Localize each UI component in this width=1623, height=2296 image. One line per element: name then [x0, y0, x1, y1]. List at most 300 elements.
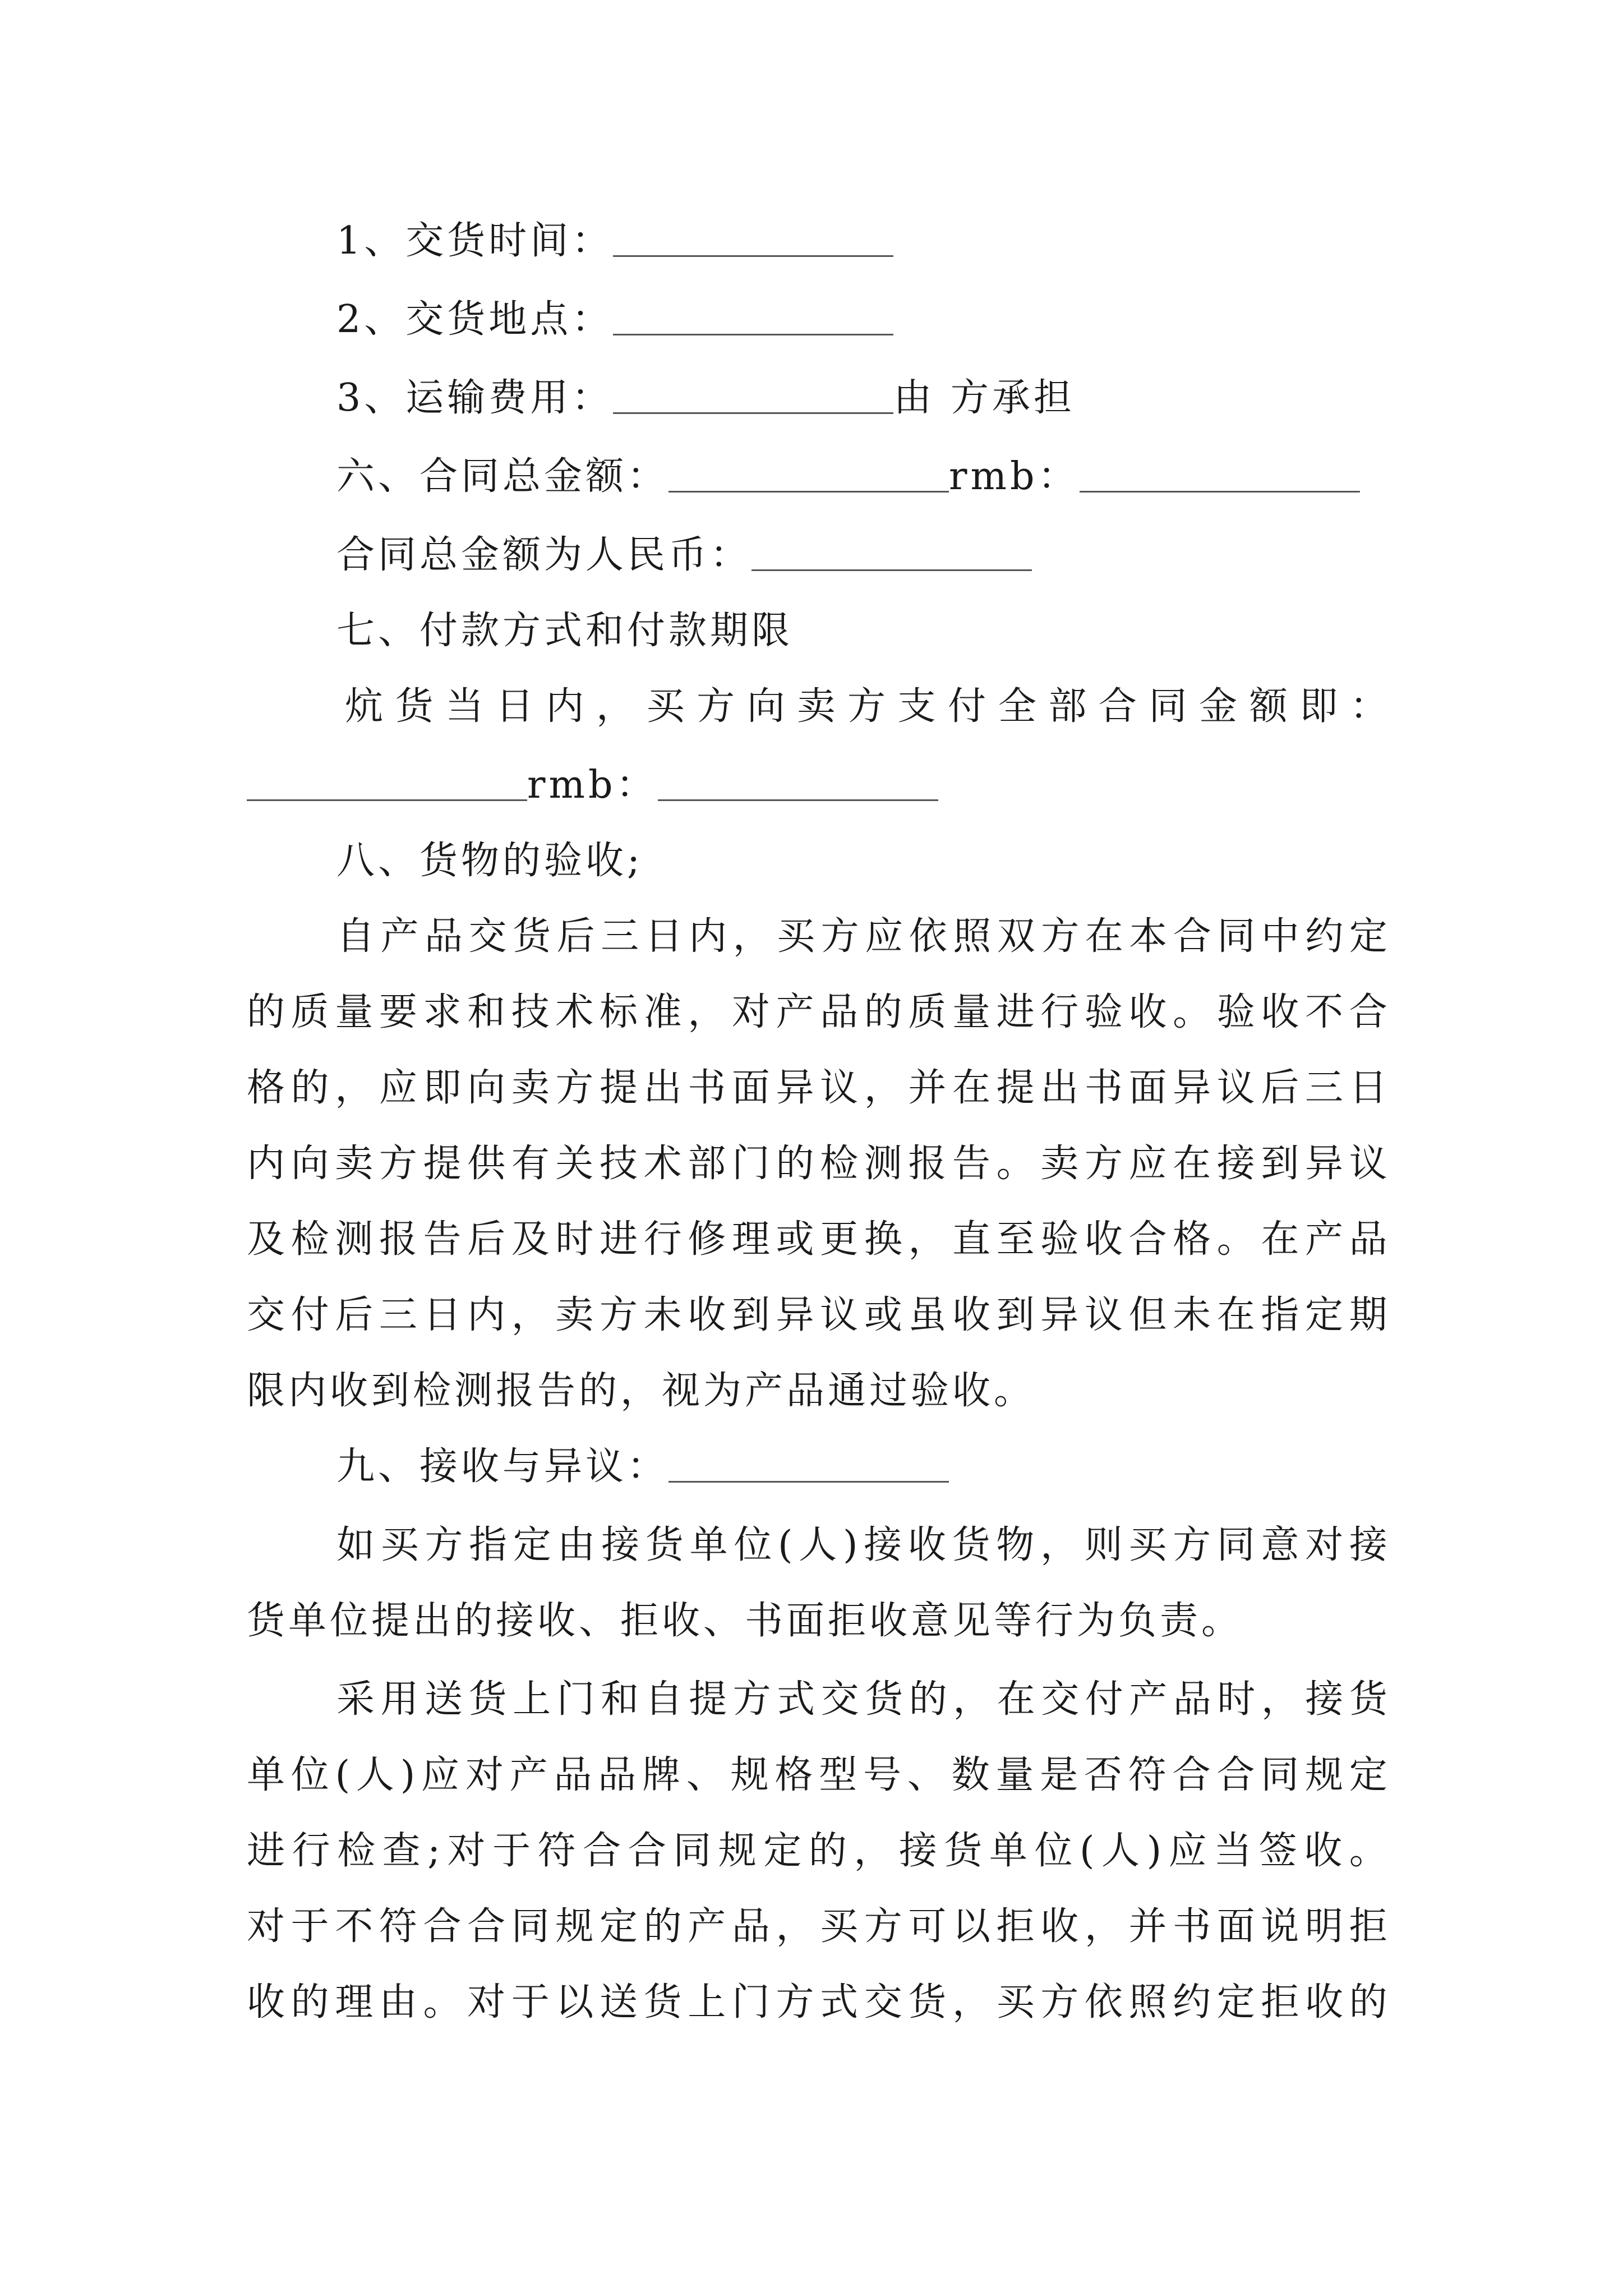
text-char: 同 [673, 1829, 712, 1873]
text-char: 的 [643, 1904, 682, 1949]
text-char: 议 [820, 1293, 859, 1337]
text-char: 检 [291, 1217, 329, 1262]
rmb-cn-label: 合同总金额为人民币： [336, 533, 752, 577]
text-char: 收 [952, 1293, 991, 1337]
text-char: 如 [336, 1523, 375, 1567]
text-char: 买 [820, 1904, 859, 1949]
text-char: ， [1084, 1904, 1123, 1949]
text-char: ) [842, 1523, 858, 1567]
text-char: 收 [1040, 1904, 1079, 1949]
text-char: 全 [998, 684, 1036, 729]
text-char: 提 [996, 1066, 1035, 1110]
total-amount-blank [668, 452, 949, 493]
text-char: 的 [808, 1829, 847, 1873]
text-char: 技 [511, 990, 550, 1034]
text-char: ， [1040, 1523, 1078, 1567]
delivery-place-label: 2、交货地点： [336, 297, 614, 342]
text-char: 以 [555, 1980, 594, 2024]
text-char: 收 [1084, 1217, 1123, 1262]
text-char: ( [778, 1523, 793, 1567]
text-char: 三 [1305, 1066, 1344, 1110]
text-char: 异 [776, 1293, 814, 1337]
text-char: 查 [382, 1829, 421, 1873]
text-char: 或 [776, 1217, 814, 1262]
text-char: 当 [1214, 1829, 1252, 1873]
text-char: 交 [864, 1980, 902, 2024]
text-char: 议 [1216, 1066, 1255, 1110]
text-char: 面 [1128, 1066, 1167, 1110]
text-char: 货 [468, 1677, 507, 1722]
text-char: 买 [380, 1523, 419, 1567]
text-char: 后 [335, 1293, 374, 1337]
text-char: 向 [291, 1142, 329, 1186]
text-char: ： [1349, 684, 1388, 729]
text-char: 并 [908, 1066, 947, 1110]
text-char: 送 [600, 1980, 638, 2024]
text-char: 换 [864, 1217, 902, 1262]
text-char: 日 [423, 1293, 462, 1337]
text-char: 同 [1217, 914, 1256, 959]
text-char: ， [335, 1066, 374, 1110]
text-char: 报 [908, 1142, 947, 1186]
text-char: 验 [1084, 990, 1123, 1034]
text-char: 准 [643, 990, 682, 1034]
text-char: 双 [997, 914, 1035, 959]
text-char: 行 [292, 1829, 330, 1873]
text-char: 规 [718, 1829, 757, 1873]
section-8-line-2 [247, 987, 1387, 1038]
total-amount-row [336, 452, 1387, 502]
text-char: 位 [1034, 1829, 1073, 1873]
text-char: 日 [495, 684, 534, 729]
text-char: ( [335, 1753, 351, 1797]
text-char: 人 [1101, 1829, 1140, 1873]
text-char: 。 [1173, 990, 1211, 1034]
text-char: 合 [1173, 914, 1211, 959]
text-char: 付 [291, 1293, 329, 1337]
text-char: 人 [799, 1523, 837, 1567]
text-char: 供 [467, 1142, 506, 1186]
section-9-p2-line-3 [247, 1826, 1387, 1876]
payment-rmb-label: rmb： [527, 763, 658, 807]
text-char: 规 [555, 1904, 594, 1949]
text-char: 异 [1173, 1066, 1211, 1110]
text-char: 产 [1305, 1217, 1344, 1262]
text-char: 收 [1305, 1980, 1344, 2024]
text-char: 量 [335, 990, 374, 1034]
text-char: 术 [555, 990, 594, 1034]
text-char: 数 [951, 1753, 990, 1797]
text-char: 即 [423, 1066, 462, 1110]
text-char: 符 [537, 1829, 576, 1873]
text-char: 品 [1173, 1677, 1211, 1722]
text-char: 金 [1199, 684, 1238, 729]
text-char: 方 [864, 1904, 902, 1949]
text-char: 应 [421, 1753, 460, 1797]
text-char: 提 [600, 1066, 638, 1110]
text-char: 物 [996, 1523, 1035, 1567]
text-char: 卖 [1040, 1142, 1079, 1186]
text-char: 的 [909, 1677, 947, 1722]
text-char: 定 [600, 1904, 638, 1949]
text-char: 额 [1249, 684, 1288, 729]
text-char: 更 [820, 1217, 859, 1262]
text-char: 交 [247, 1293, 285, 1337]
text-char: 测 [864, 1142, 902, 1186]
total-amount-label: 六、合同总金额： [336, 454, 669, 499]
text-char: 上 [688, 1980, 726, 2024]
text-char: 品 [598, 1753, 637, 1797]
text-char: 拒 [996, 1904, 1035, 1949]
text-char: ， [908, 1217, 947, 1262]
text-char: 内 [689, 914, 727, 959]
text-char: 签 [1258, 1829, 1297, 1873]
text-char: 面 [1216, 1904, 1255, 1949]
text-char: ， [596, 684, 634, 729]
text-char: 收 [907, 1523, 946, 1567]
text-char: 至 [996, 1217, 1035, 1262]
text-char: ， [953, 1677, 992, 1722]
text-char: ， [511, 1293, 550, 1337]
text-char: 交 [820, 1677, 859, 1722]
text-char: 术 [643, 1142, 682, 1186]
text-char: 修 [688, 1217, 726, 1262]
payment-amount-blank [247, 760, 527, 801]
text-char: 。 [1349, 1829, 1387, 1873]
text-char: 理 [335, 1980, 374, 2024]
text-char: 买 [646, 684, 685, 729]
text-char: 送 [425, 1677, 463, 1722]
text-char: 品 [554, 1753, 592, 1797]
text-char: 方 [732, 1677, 771, 1722]
text-char: ， [952, 1980, 991, 2024]
text-char: 规 [730, 1753, 769, 1797]
text-char: 后 [556, 914, 595, 959]
section-9-blank [668, 1442, 949, 1483]
text-char: 未 [643, 1293, 682, 1337]
text-char: 定 [1349, 1753, 1387, 1797]
text-char: 约 [1305, 914, 1344, 959]
text-char: 质 [908, 990, 947, 1034]
text-char: 货 [1349, 1677, 1387, 1722]
text-char: 收 [1128, 990, 1167, 1034]
text-char: 货 [865, 1677, 903, 1722]
text-char: 在 [952, 1066, 991, 1110]
text-char: 合 [1128, 1217, 1167, 1262]
text-char: 的 [247, 990, 285, 1034]
text-char: 对 [1305, 1523, 1344, 1567]
text-char: 日 [644, 914, 683, 959]
text-char: 货 [908, 1980, 947, 2024]
text-char: 是 [1040, 1753, 1078, 1797]
text-char: 定 [1305, 1293, 1344, 1337]
text-char: 对 [467, 1980, 506, 2024]
text-char: 方 [776, 1980, 814, 2024]
text-char: 的 [291, 1980, 329, 2024]
text-char: 议 [820, 1066, 859, 1110]
text-char: 拒 [1349, 1904, 1387, 1949]
text-char: 书 [1084, 1066, 1123, 1110]
text-char: 方 [697, 684, 735, 729]
text-char: 验 [1040, 1217, 1079, 1262]
text-char: 货 [395, 684, 434, 729]
text-char: 并 [1128, 1904, 1167, 1949]
text-char: 接 [1349, 1523, 1387, 1567]
text-char: 交 [1041, 1677, 1080, 1722]
section-9-p1-line-1 [336, 1520, 1387, 1571]
text-char: 技 [600, 1142, 638, 1186]
text-char: 明 [1305, 1904, 1344, 1949]
section-9-p2-line-4 [247, 1902, 1387, 1952]
text-char: 同 [1216, 1523, 1255, 1567]
text-char: 方 [1040, 1980, 1079, 2024]
text-char: 接 [1216, 1142, 1255, 1186]
text-char: 量 [952, 990, 991, 1034]
text-char: 行 [643, 1217, 682, 1262]
text-char: 由 [557, 1523, 596, 1567]
delivery-place-row [336, 295, 1387, 345]
text-char: 收 [1261, 990, 1299, 1034]
text-char: 虽 [908, 1293, 947, 1337]
text-char: 和 [601, 1677, 639, 1722]
text-char: 上 [513, 1677, 551, 1722]
text-char: 对 [465, 1753, 504, 1797]
delivery-time-label: 1、交货时间： [336, 219, 614, 263]
text-char: 式 [777, 1677, 815, 1722]
text-char: 符 [1128, 1753, 1166, 1797]
text-char: 到 [996, 1293, 1035, 1337]
text-char: 测 [335, 1217, 374, 1262]
text-char: 合 [423, 1904, 462, 1949]
text-char: 日 [1349, 1066, 1387, 1110]
text-char: 说 [1261, 1904, 1299, 1949]
text-char: ， [1261, 1677, 1299, 1722]
text-char: 采 [336, 1677, 375, 1722]
text-char: 卖 [511, 1066, 550, 1110]
text-char: 方 [820, 914, 859, 959]
text-char: 指 [469, 1523, 508, 1567]
text-char: 出 [1040, 1066, 1079, 1110]
delivery-place-blank [613, 295, 893, 335]
text-char: 于 [291, 1904, 329, 1949]
text-char: 门 [731, 1980, 770, 2024]
section-9-p1-line-2: 货单位提出的接收、拒收、书面拒收意见等行为负责。 [247, 1599, 1243, 1643]
text-char: 期 [1349, 1293, 1387, 1337]
text-char: 由 [379, 1980, 417, 2024]
text-char: 接 [1305, 1677, 1344, 1722]
text-char: 格 [774, 1753, 813, 1797]
text-char: 接 [898, 1829, 937, 1873]
text-char: 同 [511, 1904, 550, 1949]
text-char: ) [400, 1753, 416, 1797]
text-char: 炕 [345, 684, 384, 729]
text-char: 对 [247, 1904, 285, 1949]
text-char: 的 [1349, 1980, 1387, 2024]
text-char: 品 [820, 990, 859, 1034]
text-char: 议 [1084, 1293, 1123, 1337]
text-char: 式 [820, 1980, 859, 2024]
text-char: 接 [864, 1523, 902, 1567]
text-char: 产 [776, 990, 814, 1034]
text-char: 同 [1261, 1753, 1299, 1797]
text-char: 合 [1349, 990, 1387, 1034]
text-char: 在 [1216, 1293, 1255, 1337]
text-char: 位 [734, 1523, 772, 1567]
text-char: 号 [863, 1753, 901, 1797]
text-char: 卖 [555, 1293, 594, 1337]
text-char: 理 [731, 1217, 770, 1262]
text-char: 检 [820, 1142, 859, 1186]
text-char: 货 [944, 1829, 983, 1873]
text-char: 合 [1098, 684, 1137, 729]
text-char: 。 [423, 1980, 462, 2024]
text-char: 和 [467, 990, 506, 1034]
text-char: 于 [511, 1980, 550, 2024]
text-char: 中 [1261, 914, 1299, 959]
text-char: 牌 [642, 1753, 681, 1797]
text-char: 方 [555, 1066, 594, 1110]
text-char: 向 [746, 684, 785, 729]
text-char: 货 [645, 1523, 684, 1567]
text-char: 行 [1040, 990, 1079, 1034]
text-char: 定 [763, 1829, 802, 1873]
text-char: 货 [952, 1523, 990, 1567]
text-char: 收 [247, 1980, 285, 2024]
text-char: 提 [689, 1677, 727, 1722]
text-char: 进 [996, 990, 1035, 1034]
section-8-line-4 [247, 1139, 1387, 1189]
text-char: 照 [953, 914, 992, 959]
text-char: 收 [688, 1293, 726, 1337]
text-char: 在 [1173, 1142, 1211, 1186]
freight-row [336, 373, 1387, 424]
text-char: 部 [1048, 684, 1087, 729]
text-char: 方 [600, 1293, 638, 1337]
text-char: 应 [1168, 1829, 1207, 1873]
text-char: 告 [952, 1142, 991, 1186]
text-char: 要 [379, 990, 417, 1034]
text-char: 、 [686, 1753, 725, 1797]
text-char: 部 [688, 1142, 726, 1186]
text-char: 不 [1305, 990, 1344, 1034]
text-char: 货 [513, 914, 551, 959]
section-8-line-5 [247, 1214, 1387, 1265]
text-char: 标 [600, 990, 638, 1034]
text-char: 书 [1173, 1904, 1211, 1949]
rmb-blank [1080, 452, 1360, 493]
payment-rmb-blank [658, 760, 938, 801]
text-char: 定 [1349, 914, 1387, 959]
text-char: 指 [1261, 1293, 1299, 1337]
text-char: 约 [1173, 1980, 1211, 2024]
text-char: 不 [335, 1904, 374, 1949]
text-char: 告 [423, 1217, 462, 1262]
section-7-line-1 [345, 682, 1388, 732]
text-char: 以 [952, 1904, 991, 1949]
text-char: 有 [511, 1142, 550, 1186]
section-7-rmb-row [247, 760, 1387, 811]
text-char: 。 [996, 1142, 1035, 1186]
text-char: 质 [291, 990, 329, 1034]
text-char: 报 [379, 1217, 417, 1262]
text-char: 后 [467, 1217, 506, 1262]
section-9-title: 九、接收与异议： [336, 1444, 669, 1489]
text-char: 应 [1128, 1142, 1167, 1186]
text-char: 买 [996, 1980, 1035, 2024]
text-char: 否 [1083, 1753, 1122, 1797]
text-char: 符 [379, 1904, 417, 1949]
section-8-line-6 [247, 1290, 1387, 1341]
section-9-title-row [336, 1442, 1387, 1492]
text-char: 依 [1084, 1980, 1123, 2024]
text-char: 门 [556, 1677, 595, 1722]
text-char: 对 [731, 990, 770, 1034]
text-char: 及 [511, 1217, 550, 1262]
text-char: 方 [1173, 1523, 1211, 1567]
text-char: 方 [1084, 1142, 1123, 1186]
text-char: 但 [1128, 1293, 1167, 1337]
text-char: 产 [688, 1904, 726, 1949]
text-char: 即 [1299, 684, 1338, 729]
text-char: ) [1146, 1829, 1162, 1873]
text-char: 在 [997, 1677, 1035, 1722]
rmb-cn-row [336, 530, 1387, 581]
text-char: 买 [1128, 1523, 1167, 1567]
text-char: 可 [908, 1904, 947, 1949]
text-char: 于 [492, 1829, 531, 1873]
text-char: 规 [1304, 1753, 1343, 1797]
text-char: 或 [864, 1293, 902, 1337]
text-char: 本 [1129, 914, 1168, 959]
text-char: 。 [1216, 1217, 1255, 1262]
text-char: 收 [1304, 1829, 1343, 1873]
text-char: 付 [1085, 1677, 1123, 1722]
text-char: 位 [291, 1753, 329, 1797]
text-char: 人 [356, 1753, 394, 1797]
text-char: 的 [776, 1142, 814, 1186]
text-char: 自 [336, 914, 375, 959]
text-char: 进 [600, 1217, 638, 1262]
section-8-line-7: 限内收到检测报告的，视为产品通过验收。 [247, 1369, 1036, 1413]
freight-suffix: 由 方承担 [893, 376, 1075, 420]
text-char: ( [1080, 1829, 1095, 1873]
text-char: 拒 [1261, 1980, 1299, 2024]
text-char: 用 [380, 1677, 419, 1722]
text-char: 买 [777, 914, 815, 959]
text-char: 内 [546, 684, 584, 729]
text-char: 定 [513, 1523, 551, 1567]
text-char: 门 [731, 1142, 770, 1186]
text-char: 合 [467, 1904, 506, 1949]
text-char: 产 [509, 1753, 548, 1797]
text-char: 在 [1261, 1217, 1299, 1262]
text-char: 单 [989, 1829, 1027, 1873]
section-7-title: 七、付款方式和付款期限 [336, 609, 794, 653]
freight-label: 3、运输费用： [336, 376, 614, 420]
text-char: 单 [247, 1753, 285, 1797]
text-char: 未 [1173, 1293, 1211, 1337]
text-char: 应 [865, 914, 903, 959]
freight-blank [613, 373, 893, 414]
text-char: 品 [425, 914, 463, 959]
text-char: 异 [1305, 1142, 1344, 1186]
text-char: 方 [425, 1523, 463, 1567]
text-char: 单 [689, 1523, 728, 1567]
text-char: 接 [601, 1523, 640, 1567]
section-8-line-1 [336, 912, 1387, 962]
section-8-line-3 [247, 1063, 1387, 1114]
text-char: 异 [776, 1066, 814, 1110]
